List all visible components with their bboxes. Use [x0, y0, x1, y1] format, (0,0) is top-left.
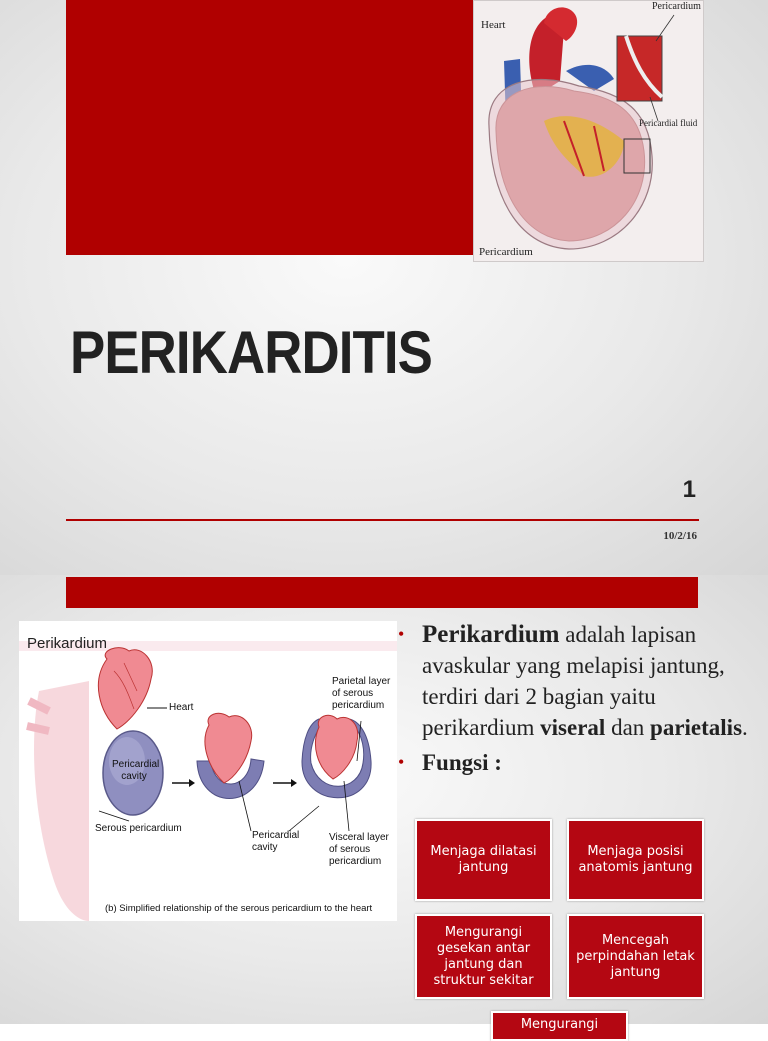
function-box-3: Mengurangi gesekan antar jantung dan struktur sekitar	[415, 914, 552, 999]
red-banner	[66, 577, 698, 608]
diagram-title: Perikardium	[27, 635, 108, 652]
bullet-dot-icon: •	[398, 624, 405, 644]
slide-date: 10/2/16	[663, 530, 697, 542]
slide-number: 1	[682, 476, 696, 503]
bullet-list	[398, 619, 766, 778]
label-serous-pericardium: Serous pericardium	[95, 823, 182, 834]
label-visceral-layer: Visceral layer of serous pericardium	[329, 832, 389, 867]
heart-anatomy-image	[473, 0, 704, 262]
label-heart: Heart	[481, 19, 506, 31]
heart-illustration	[474, 1, 703, 261]
pericardium-diagram	[19, 621, 397, 921]
divider-line	[66, 519, 699, 521]
function-box-5: Mengurangi	[491, 1011, 628, 1041]
label-heart: Heart	[169, 702, 194, 713]
label-pericardium-bottom: Pericardium	[479, 246, 533, 258]
diagram-caption: (b) Simplified relationship of the serous pericardium to the heart	[105, 903, 373, 914]
term-viseral: viseral	[540, 715, 606, 740]
term-perikardium: Perikardium	[422, 621, 560, 648]
bullet-fungsi	[398, 747, 766, 778]
function-box-2: Menjaga posisi anatomis jantung	[567, 819, 704, 901]
pericardium-illustration	[19, 621, 397, 921]
bullet-perikardium	[398, 619, 766, 743]
function-box-1: Menjaga dilatasi jantung	[415, 819, 552, 901]
bullet-dot-icon: •	[398, 752, 405, 772]
slide-title: PERIKARDITIS	[70, 319, 433, 386]
slide-2	[0, 575, 768, 1032]
term-parietalis: parietalis	[650, 715, 743, 740]
bullet-text-c: .	[742, 715, 748, 740]
function-box-4: Mencegah perpindahan letak jantung	[567, 914, 704, 999]
label-pericardium-top: Pericardium	[652, 1, 701, 12]
fungsi-label: Fungsi :	[422, 750, 502, 775]
bullet-text-a: adalah lapisan avaskular yang melapisi jantung, terdiri dari 2 bagian yaitu perikardium	[422, 622, 725, 740]
label-pericardial-cavity-2: Pericardial cavity	[252, 830, 300, 853]
label-pericardial-cavity-1: Pericardial cavity	[112, 759, 160, 782]
bullet-text-b: dan	[605, 715, 651, 740]
label-pericardial-fluid: Pericardial fluid	[639, 118, 698, 128]
label-parietal-layer: Parietal layer of serous pericardium	[332, 676, 391, 711]
